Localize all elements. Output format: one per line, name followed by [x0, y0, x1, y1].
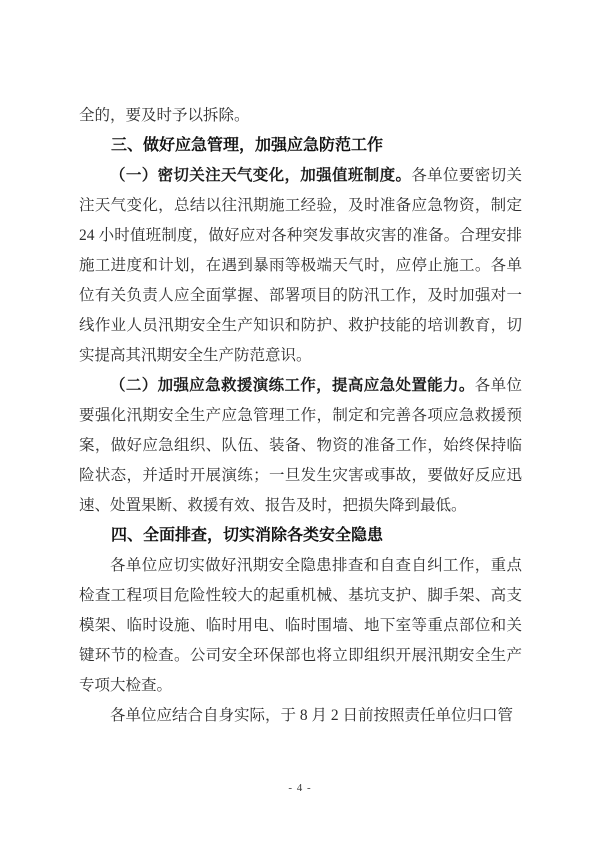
document-body — [79, 101, 522, 731]
paragraph-item-2 — [79, 371, 522, 521]
paragraph-item-1-body: 各单位要密切关注天气变化，总结以往汛期施工经验，及时准备应急物资，制定 24 小时值班制度，做好应对各种突发事故灾害的准备。合理安排施工进度和计划，在遇到暴雨等极端天气时，应停止施工。各单位有关负责人应全面掌握、部署项目的防汛工作，及时加强对一线作业人员汛期安全生产知识和防护、救护技能的培训教育，切实提高其汛期安全生产防范意识。 — [79, 167, 522, 364]
paragraph-continuation: 全的，要及时予以拆除。 — [79, 107, 250, 124]
paragraph-item-2-lead: （二）加强应急救援演练工作，提高应急处置能力。 — [110, 377, 475, 394]
section-heading-4: 四、全面排查，切实消除各类安全隐患 — [111, 527, 384, 544]
paragraph-item-2-body: 各单位要强化汛期安全生产应急管理工作，制定和完善各项应急救援预案，做好应急组织、队伍、装备、物资的准备工作，始终保持临险状态，并适时开展演练；一旦发生灾害或事故，要做好反应迅速、处置果断、救援有效、报告及时，把损失降到最低。 — [79, 377, 522, 514]
section-heading-3: 三、做好应急管理，加强应急防范工作 — [111, 137, 384, 154]
page-number: - 4 - — [288, 782, 312, 794]
paragraph-inspection: 各单位应切实做好汛期安全隐患排查和自查自纠工作，重点检查工程项目危险性较大的起重机械、基坑支护、脚手架、高支模架、临时设施、临时用电、临时围墙、地下室等重点部位和关键环节的检查。公司安全环保部也将立即组织开展汛期安全生产专项大检查。 — [79, 557, 522, 694]
paragraph-deadline: 各单位应结合自身实际，于 8 月 2 日前按照责任单位归口管 — [110, 707, 514, 724]
paragraph-item-1 — [79, 161, 522, 371]
page-footer — [0, 781, 600, 795]
paragraph-item-1-lead: （一）密切关注天气变化，加强值班制度。 — [110, 167, 412, 184]
